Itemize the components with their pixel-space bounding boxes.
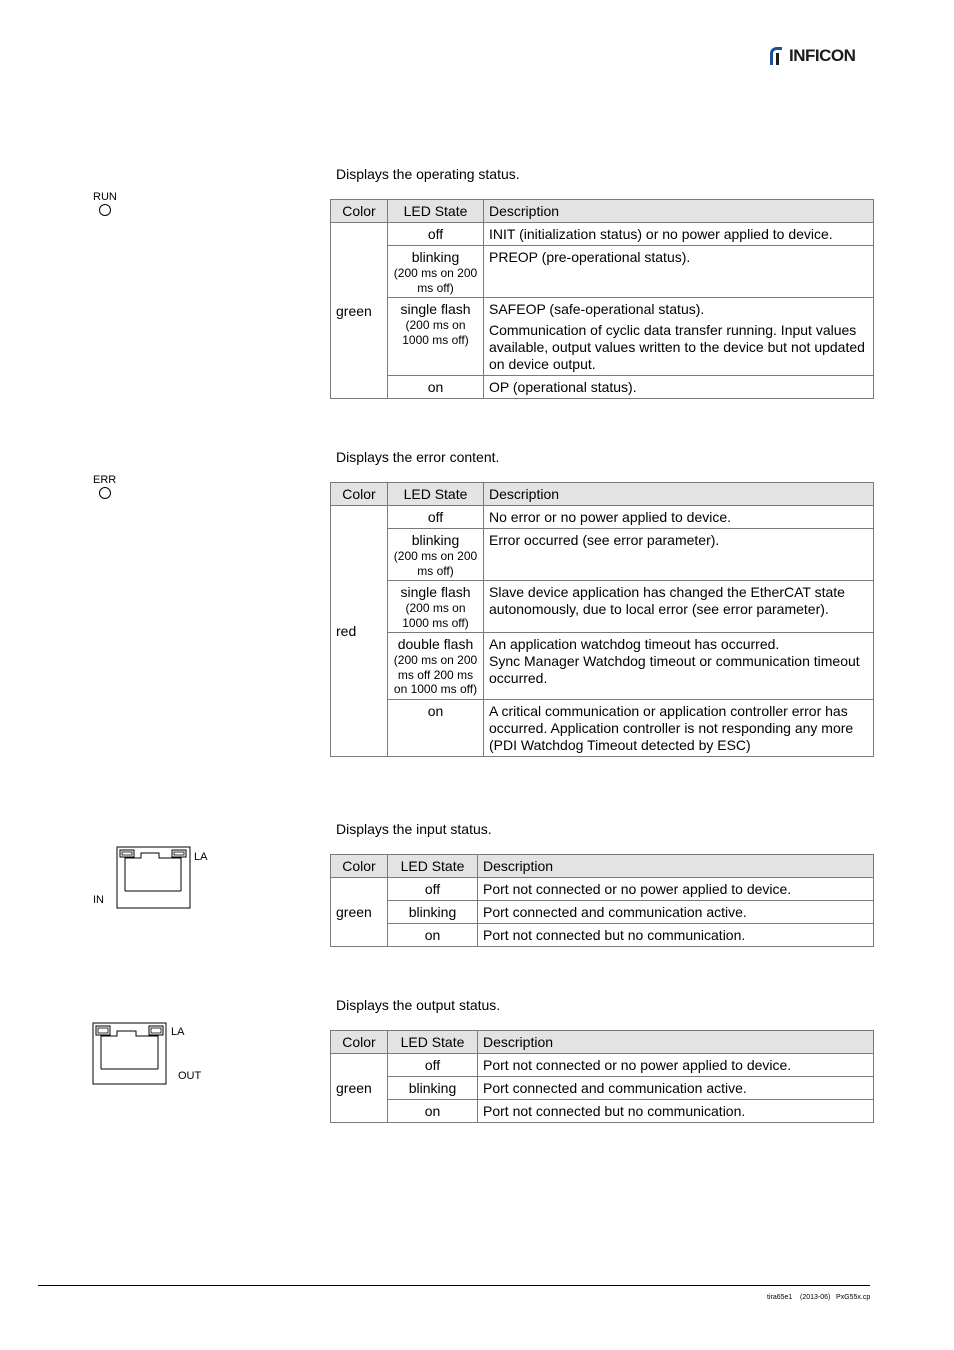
out-la-label: LA xyxy=(171,1026,185,1038)
led-state-cell: off xyxy=(388,1054,478,1077)
header-color: Color xyxy=(331,483,388,506)
led-state-cell: on xyxy=(388,1100,478,1123)
description-cell: Port not connected but no communication. xyxy=(478,1100,874,1123)
table-row xyxy=(331,223,874,246)
led-state-cell xyxy=(388,633,484,700)
run-led-icon xyxy=(99,204,111,216)
header-description: Description xyxy=(478,1031,874,1054)
table-row xyxy=(331,298,874,376)
out-port-label: OUT xyxy=(178,1070,202,1082)
table-row xyxy=(331,246,874,298)
led-state-cell: off xyxy=(388,506,484,529)
table-header-row xyxy=(331,1031,874,1054)
led-timing-note: (200 ms on 200 ms off) xyxy=(393,266,478,295)
led-timing-note: (200 ms on 1000 ms off) xyxy=(402,601,469,630)
led-state-text: single flash xyxy=(400,584,471,600)
table-row xyxy=(331,506,874,529)
header-led-state: LED State xyxy=(388,1031,478,1054)
table-row xyxy=(331,1077,874,1100)
inficon-logo xyxy=(767,44,855,68)
led-state-cell xyxy=(388,298,484,376)
footer-file: PxG55x.cp xyxy=(836,1294,871,1301)
led-state-cell: off xyxy=(388,878,478,901)
table-row xyxy=(331,924,874,947)
header-color: Color xyxy=(331,855,388,878)
run-intro: Displays the operating status. xyxy=(336,166,520,182)
description-text: SAFEOP (safe-operational status). xyxy=(489,301,705,317)
header-led-state: LED State xyxy=(388,855,478,878)
description-cell: No error or no power applied to device. xyxy=(484,506,874,529)
header-color: Color xyxy=(331,200,388,223)
description-cell: Port connected and communication active. xyxy=(478,901,874,924)
led-state-cell: on xyxy=(388,376,484,399)
table-row xyxy=(331,529,874,581)
footer-rule xyxy=(38,1285,870,1286)
description-cell: Slave device application has changed the EtherCAT state autonomously, due to local error (see error parameter). xyxy=(484,581,874,633)
table-header-row xyxy=(331,200,874,223)
header-description: Description xyxy=(484,200,874,223)
description-text-2: Communication of cyclic data transfer running. Input values available, output values written to the device but not updated on device output. xyxy=(489,322,865,372)
description-cell: Port connected and communication active. xyxy=(478,1077,874,1100)
led-timing-note: (200 ms on 200 ms off) xyxy=(393,549,478,578)
rj45-out-port-icon xyxy=(90,1020,170,1088)
table-header-row xyxy=(331,483,874,506)
err-led-label: ERR xyxy=(93,474,117,486)
table-row xyxy=(331,581,874,633)
input-led-table xyxy=(330,854,874,947)
led-state-cell: blinking xyxy=(388,901,478,924)
in-la-label: LA xyxy=(194,851,208,863)
run-led-label: RUN xyxy=(93,191,117,203)
in-port-label: IN xyxy=(93,894,104,906)
table-header-row xyxy=(331,855,874,878)
led-state-cell xyxy=(388,581,484,633)
table-row xyxy=(331,901,874,924)
run-led-table xyxy=(330,199,874,399)
header-description: Description xyxy=(478,855,874,878)
led-state-cell: blinking xyxy=(388,1077,478,1100)
description-cell xyxy=(484,633,874,700)
led-state-text: double flash xyxy=(397,636,474,652)
color-cell: green xyxy=(331,223,388,399)
description-cell: Port not connected or no power applied to device. xyxy=(478,1054,874,1077)
description-cell: INIT (initialization status) or no power applied to device. xyxy=(484,223,874,246)
logo-text: INFICON xyxy=(789,46,856,65)
led-state-text: single flash xyxy=(400,301,471,317)
description-cell: A critical communication or application controller error has occurred. Application controller is not responding any more (PDI Watchdog Timeout detected by ESC) xyxy=(484,699,874,756)
err-led-icon xyxy=(99,487,111,499)
description-cell: PREOP (pre-operational status). xyxy=(484,246,874,298)
table-row xyxy=(331,633,874,700)
led-timing-note: (200 ms on 200 ms off 200 ms on 1000 ms off) xyxy=(393,653,478,696)
description-cell xyxy=(484,298,874,376)
led-state-cell: on xyxy=(388,924,478,947)
output-led-table xyxy=(330,1030,874,1123)
led-state-text: blinking xyxy=(411,249,460,265)
rj45-in-port-icon xyxy=(110,844,194,912)
color-cell: green xyxy=(331,878,388,947)
header-color: Color xyxy=(331,1031,388,1054)
output-intro: Displays the output status. xyxy=(336,997,501,1013)
err-led-table xyxy=(330,482,874,757)
led-state-cell xyxy=(388,246,484,298)
table-row xyxy=(331,699,874,756)
header-led-state: LED State xyxy=(388,200,484,223)
description-cell: Error occurred (see error parameter). xyxy=(484,529,874,581)
description-text-2: Sync Manager Watchdog timeout or communication timeout occurred. xyxy=(489,653,860,686)
table-row xyxy=(331,1100,874,1123)
header-led-state: LED State xyxy=(388,483,484,506)
led-state-cell: on xyxy=(388,699,484,756)
header-description: Description xyxy=(484,483,874,506)
input-intro: Displays the input status. xyxy=(336,821,492,837)
err-intro: Displays the error content. xyxy=(336,449,500,465)
led-state-cell: off xyxy=(388,223,484,246)
description-cell: OP (operational status). xyxy=(484,376,874,399)
description-cell: Port not connected but no communication. xyxy=(478,924,874,947)
led-state-text: blinking xyxy=(411,532,460,548)
table-row xyxy=(331,1054,874,1077)
footer-date: (2013-06) xyxy=(800,1294,831,1301)
led-timing-note: (200 ms on 1000 ms off) xyxy=(402,318,469,347)
color-cell: red xyxy=(331,506,388,757)
description-cell: Port not connected or no power applied to device. xyxy=(478,878,874,901)
color-cell: green xyxy=(331,1054,388,1123)
description-text: An application watchdog timeout has occurred. xyxy=(489,636,780,652)
table-row xyxy=(331,878,874,901)
footer-doc-id: tira65e1 xyxy=(767,1294,793,1301)
led-state-cell xyxy=(388,529,484,581)
inficon-logo-icon xyxy=(767,45,787,67)
table-row xyxy=(331,376,874,399)
